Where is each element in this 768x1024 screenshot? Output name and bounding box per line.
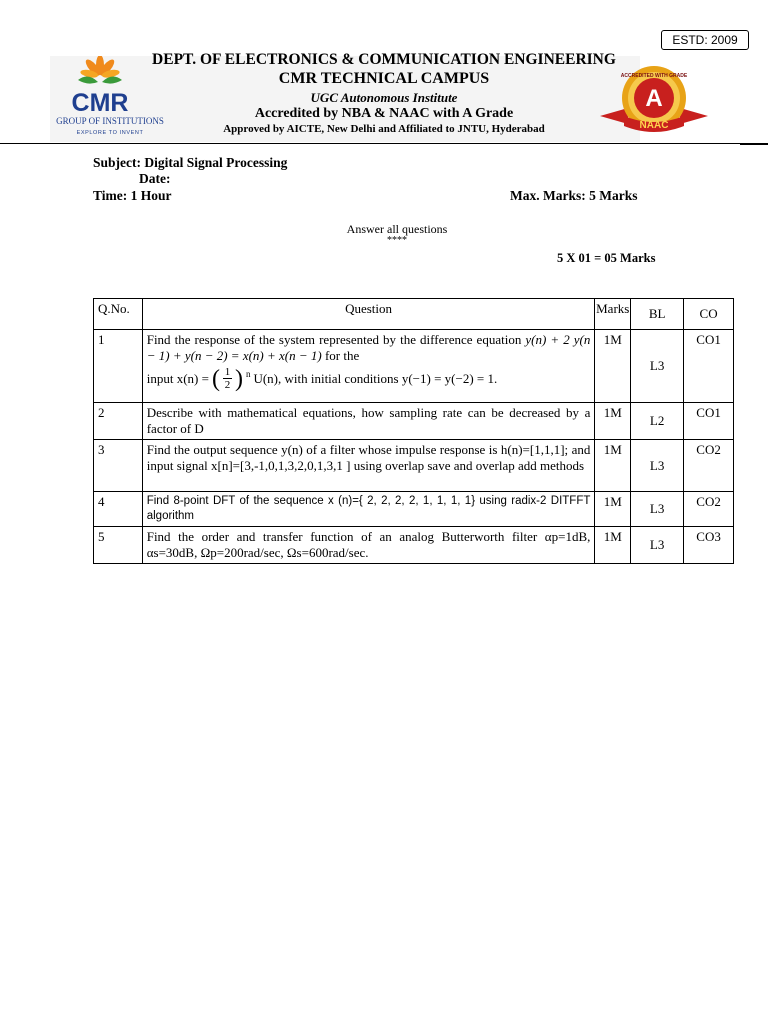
question-cell: Find the order and transfer function of an analog Butterworth filter αp=1dB, αs=30dB, Ωp=200rad/sec, Ωs=600rad/sec. xyxy=(142,527,595,564)
q1-frac-num: 1 xyxy=(224,366,231,378)
co-cell: CO2 xyxy=(684,440,734,492)
q1-fraction xyxy=(223,366,232,391)
q1-text-b: for the xyxy=(324,348,360,363)
estd-badge: ESTD: 2009 xyxy=(661,30,749,50)
header-bl: BL xyxy=(631,299,684,330)
naac-ring-text: ACCREDITED WITH GRADE xyxy=(620,73,688,79)
header-divider-accent xyxy=(740,143,768,145)
dept-heading: DEPT. OF ELECTRONICS & COMMUNICATION ENGINEERING xyxy=(152,51,616,68)
question-cell: Find 8-point DFT of the sequence x (n)={ 2, 2, 2, 2, 1, 1, 1, 1} using radix-2 DITFFT algorithm xyxy=(142,492,595,527)
campus-heading: CMR TECHNICAL CAMPUS xyxy=(278,70,490,87)
cmr-brand-text: CMR xyxy=(71,89,129,117)
table-row xyxy=(94,330,734,403)
q1-input-suffix: U(n), with initial conditions y(−1) = y(−2) = 1. xyxy=(253,370,498,386)
marks-cell: 1M xyxy=(595,403,631,440)
q1-text-a: Find the response of the system represented by the difference equation xyxy=(146,332,522,347)
table-header-row xyxy=(94,299,734,330)
naac-label-text: NAAC xyxy=(639,120,669,131)
marks-cell: 1M xyxy=(595,527,631,564)
q1-exponent: n xyxy=(245,369,251,379)
paren-close-icon: ) xyxy=(234,365,243,392)
qno-cell: 4 xyxy=(94,492,143,527)
table-row xyxy=(94,527,734,564)
q1-frac-den: 2 xyxy=(224,379,231,391)
q1-equation: y(n) + 2 y(n − 1) + y(n − 2) = x(n) + x(n − 1) xyxy=(146,332,591,363)
approval-line: Approved by AICTE, New Delhi and Affiliated to JNTU, Hyderabad xyxy=(223,123,545,135)
cmr-line1-text: GROUP OF INSTITUTIONS xyxy=(56,116,164,126)
marks-cell: 1M xyxy=(595,330,631,403)
qno-cell: 3 xyxy=(94,440,143,492)
bl-cell: L3 xyxy=(631,527,684,564)
autonomous-line: UGC Autonomous Institute xyxy=(310,90,458,105)
instruction-text: Answer all questions xyxy=(346,222,448,236)
accreditation-line: Accredited by NBA & NAAC with A Grade xyxy=(254,106,514,121)
header-marks: Marks xyxy=(595,299,631,330)
qno-cell: 1 xyxy=(94,330,143,403)
paren-open-icon: ( xyxy=(211,365,220,392)
co-cell: CO1 xyxy=(684,330,734,403)
question-cell xyxy=(142,330,595,403)
header-qno: Q.No. xyxy=(94,299,143,330)
bl-cell: L3 xyxy=(631,440,684,492)
question-table xyxy=(93,298,734,564)
co-cell: CO1 xyxy=(684,403,734,440)
table-row xyxy=(94,492,734,527)
date-line: Date: xyxy=(139,171,171,186)
table-row xyxy=(94,403,734,440)
co-cell: CO2 xyxy=(684,492,734,527)
header-divider xyxy=(0,143,768,144)
qno-cell: 5 xyxy=(94,527,143,564)
marks-cell: 1M xyxy=(595,440,631,492)
qno-cell: 2 xyxy=(94,403,143,440)
flower-icon xyxy=(78,56,122,84)
bl-cell: L3 xyxy=(631,492,684,527)
co-cell: CO3 xyxy=(684,527,734,564)
header-question: Question xyxy=(142,299,595,330)
max-marks-line: Max. Marks: 5 Marks xyxy=(510,188,638,203)
question-cell: Find the output sequence y(n) of a filter whose impulse response is h(n)=[1,1,1]; and input signal x[n]=[3,-1,0,1,3,2,0,1,3,1 ] using overlap save and overlap add methods xyxy=(142,440,595,492)
marks-scheme: 5 X 01 = 05 Marks xyxy=(557,251,656,265)
subject-line: Subject: Digital Signal Processing xyxy=(93,155,288,170)
question-cell: Describe with mathematical equations, how sampling rate can be decreased by a factor of D xyxy=(142,403,595,440)
header-co: CO xyxy=(684,299,734,330)
q1-input-prefix: input x(n) = xyxy=(146,370,209,386)
time-line: Time: 1 Hour xyxy=(93,188,172,203)
bl-cell: L3 xyxy=(631,330,684,403)
table-row xyxy=(94,440,734,492)
bl-cell: L2 xyxy=(631,403,684,440)
q1-input-line xyxy=(147,366,591,391)
naac-grade-text: A xyxy=(645,85,663,112)
marks-cell: 1M xyxy=(595,492,631,527)
stars-text: **** xyxy=(387,235,407,246)
cmr-line2-text: EXPLORE TO INVENT xyxy=(76,130,144,136)
